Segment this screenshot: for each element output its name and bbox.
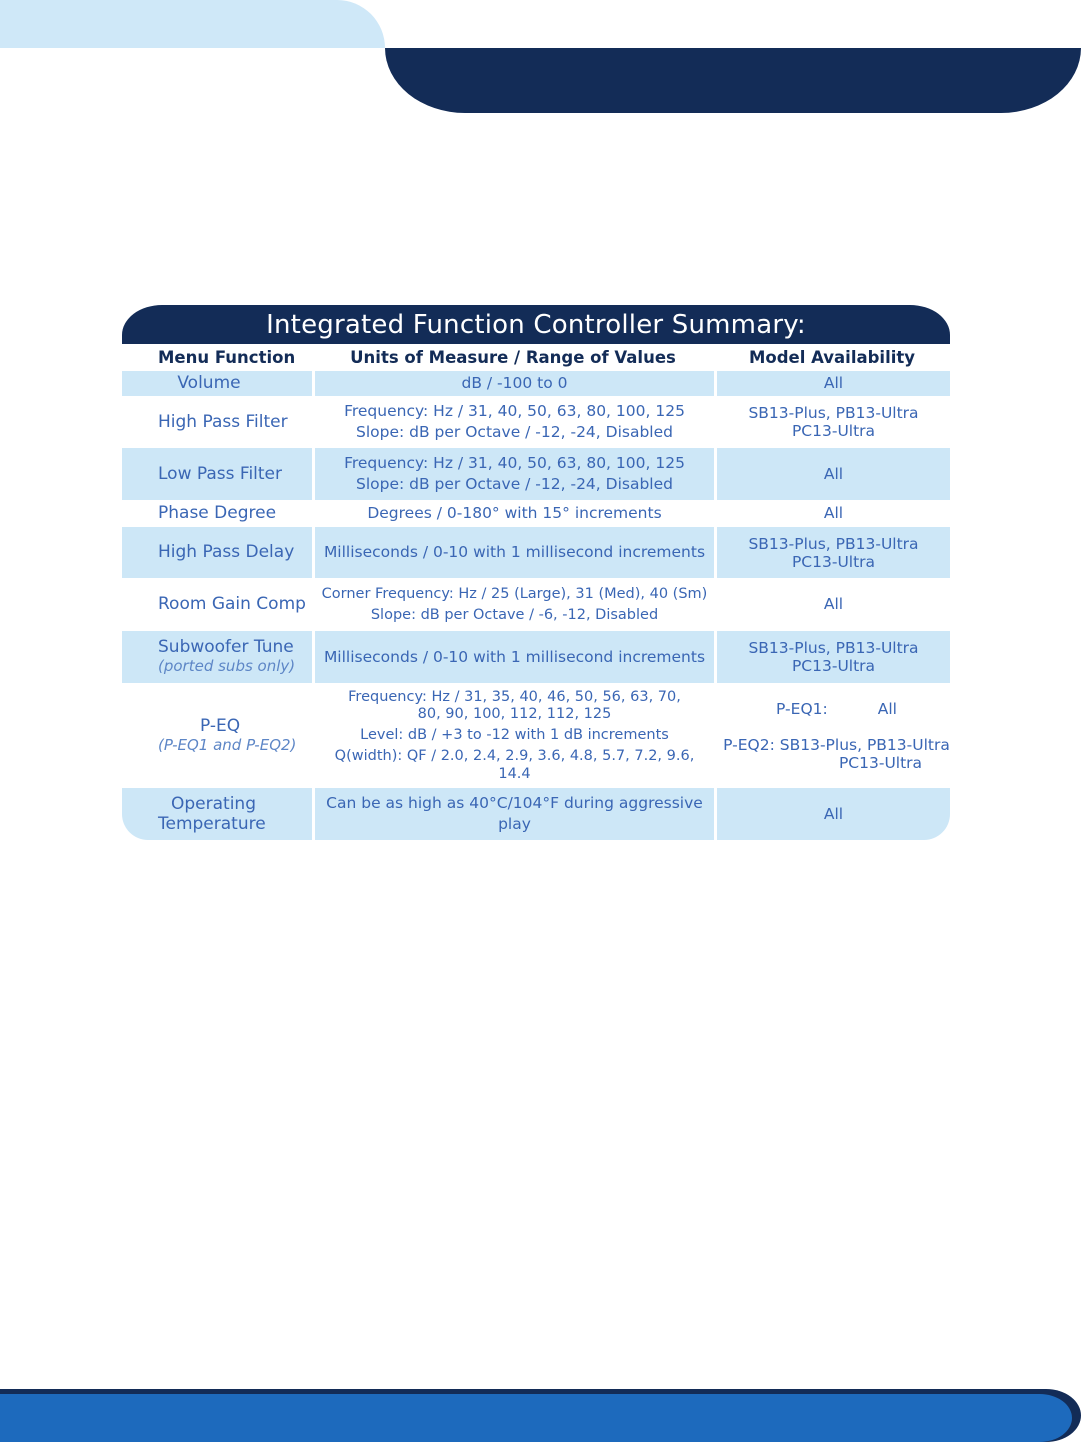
availability-cell: P-EQ1: All P-EQ2: SB13-Plus, PB13-Ultra PC13-Ultra bbox=[714, 683, 950, 788]
availability-cell: All bbox=[714, 578, 950, 631]
units-cell: Frequency: Hz / 31, 35, 40, 46, 50, 56, 63, 70, 80, 90, 100, 112, 112, 125 Level: dB / +3 to -12 with 1 dB increments Q(width): QF / 2.0, 2.4, 2.9, 3.6, 4.8, 5.7, 7.2, 9.6, 14.4 bbox=[312, 683, 714, 788]
units-cell: Milliseconds / 0-10 with 1 millisecond increments bbox=[312, 527, 714, 578]
column-header-availability: Model Availability bbox=[714, 344, 950, 371]
function-cell: Low Pass Filter bbox=[122, 448, 312, 500]
function-summary-table bbox=[122, 305, 950, 840]
units-cell: Degrees / 0-180° with 15° increments bbox=[312, 500, 714, 527]
units-cell: dB / -100 to 0 bbox=[312, 371, 714, 396]
summary-grid bbox=[122, 344, 950, 840]
column-header-units: Units of Measure / Range of Values bbox=[312, 344, 714, 371]
function-cell: High Pass Filter bbox=[122, 396, 312, 448]
availability-cell: SB13-Plus, PB13-Ultra PC13-Ultra bbox=[714, 396, 950, 448]
availability-cell: All bbox=[714, 500, 950, 527]
function-cell: Subwoofer Tune (ported subs only) bbox=[122, 631, 312, 683]
peq2-availability: P-EQ2: SB13-Plus, PB13-Ultra bbox=[723, 735, 950, 754]
units-cell: Corner Frequency: Hz / 25 (Large), 31 (Med), 40 (Sm) Slope: dB per Octave / -6, -12, Disabled bbox=[312, 578, 714, 631]
function-cell: Operating Temperature bbox=[122, 788, 312, 840]
availability-cell: All bbox=[714, 788, 950, 840]
availability-cell: SB13-Plus, PB13-Ultra PC13-Ultra bbox=[714, 631, 950, 683]
units-cell: Can be as high as 40°C/104°F during aggressive play bbox=[312, 788, 714, 840]
function-cell: Phase Degree bbox=[122, 500, 312, 527]
units-cell: Milliseconds / 0-10 with 1 millisecond increments bbox=[312, 631, 714, 683]
function-cell: High Pass Delay bbox=[122, 527, 312, 578]
availability-cell: SB13-Plus, PB13-Ultra PC13-Ultra bbox=[714, 527, 950, 578]
availability-cell: All bbox=[714, 448, 950, 500]
function-cell: Room Gain Comp bbox=[122, 578, 312, 631]
header-banner bbox=[385, 48, 1081, 113]
function-cell: Volume bbox=[122, 371, 312, 396]
header-tab-decoration bbox=[0, 0, 385, 48]
footer-band-blue bbox=[0, 1394, 1072, 1442]
peq1-availability: P-EQ1: All bbox=[776, 699, 897, 718]
summary-title: Integrated Function Controller Summary: bbox=[122, 305, 950, 344]
units-cell: Frequency: Hz / 31, 40, 50, 63, 80, 100, 125 Slope: dB per Octave / -12, -24, Disabled bbox=[312, 396, 714, 448]
column-header-function: Menu Function bbox=[122, 344, 312, 371]
units-cell: Frequency: Hz / 31, 40, 50, 63, 80, 100, 125 Slope: dB per Octave / -12, -24, Disabled bbox=[312, 448, 714, 500]
function-cell: P-EQ (P-EQ1 and P-EQ2) bbox=[122, 683, 312, 788]
availability-cell: All bbox=[714, 371, 950, 396]
